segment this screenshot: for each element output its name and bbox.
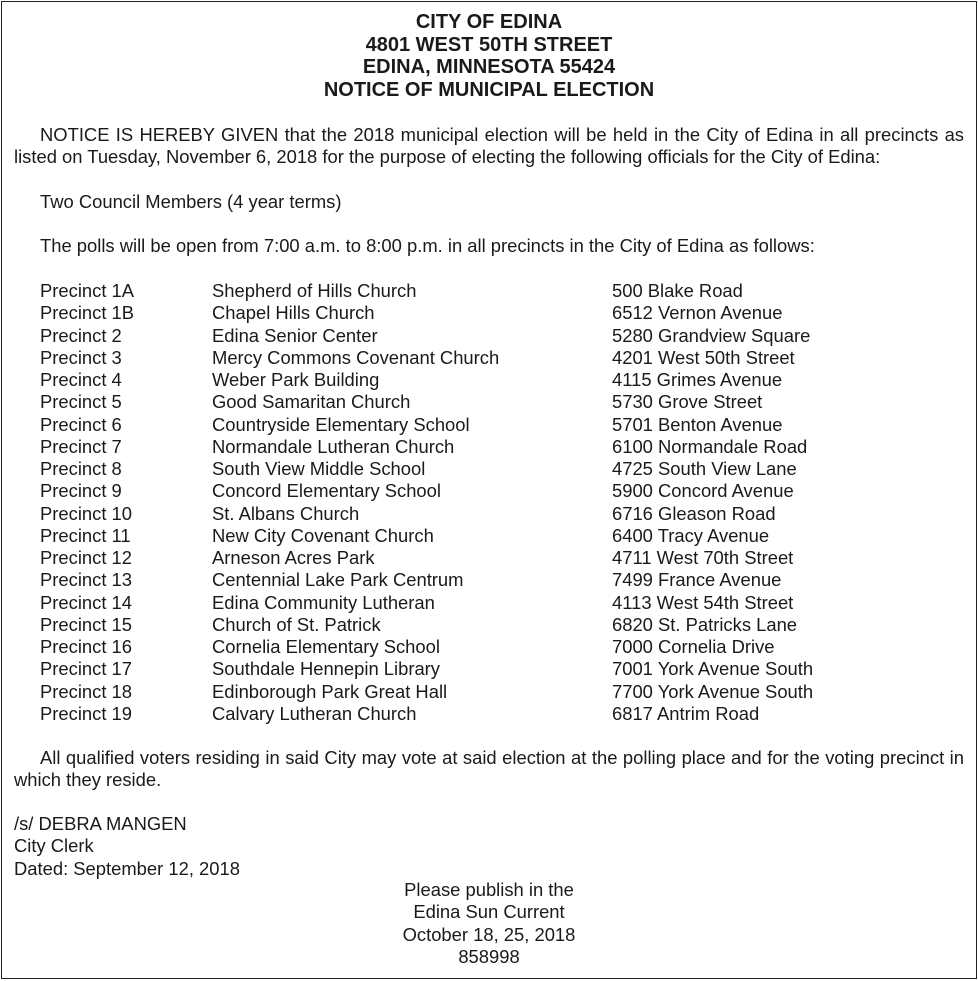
precinct-location: Southdale Hennepin Library bbox=[212, 658, 440, 680]
precinct-row bbox=[2, 414, 976, 436]
precinct-location: Mercy Commons Covenant Church bbox=[212, 346, 500, 368]
precinct-address: 7700 York Avenue South bbox=[612, 680, 814, 702]
intro-text: NOTICE IS HEREBY GIVEN that the 2018 municipal election will be held in the City of Edina in all precincts as listed on Tuesday, November 6, 2018 for the purpose of electing the following officials for the City of Edina: bbox=[14, 124, 964, 168]
precinct-address: 5900 Concord Avenue bbox=[612, 480, 794, 502]
precinct-address: 500 Blake Road bbox=[612, 280, 743, 301]
precinct-row bbox=[2, 636, 976, 658]
intro-paragraph bbox=[14, 124, 964, 169]
precinct-name: Precinct 14 bbox=[40, 591, 132, 613]
precinct-location: Weber Park Building bbox=[212, 369, 380, 390]
precinct-address: 5280 Grandview Square bbox=[612, 324, 811, 346]
header-city: CITY OF EDINA bbox=[415, 11, 563, 33]
publish-block bbox=[2, 879, 976, 968]
header-notice-title: NOTICE OF MUNICIPAL ELECTION bbox=[323, 78, 655, 101]
precinct-name: Precinct 10 bbox=[40, 502, 132, 524]
precinct-address: 5730 Grove Street bbox=[612, 391, 763, 413]
precinct-name: Precinct 16 bbox=[40, 636, 132, 657]
precinct-row bbox=[2, 325, 976, 347]
precinct-address: 4725 South View Lane bbox=[612, 458, 797, 479]
precinct-row bbox=[2, 703, 976, 725]
precinct-location: Edinborough Park Great Hall bbox=[212, 680, 448, 702]
precinct-row bbox=[2, 614, 976, 636]
precinct-location: New City Covenant Church bbox=[212, 524, 434, 546]
precinct-row bbox=[2, 391, 976, 413]
precinct-name: Precinct 11 bbox=[40, 524, 131, 546]
publish-id: 858998 bbox=[458, 945, 520, 967]
precinct-name: Precinct 1A bbox=[40, 280, 135, 301]
publish-dates: October 18, 25, 2018 bbox=[402, 923, 576, 945]
precinct-name: Precinct 8 bbox=[40, 458, 122, 479]
precinct-address: 4711 West 70th Street bbox=[612, 547, 794, 568]
precinct-name: Precinct 1B bbox=[40, 302, 135, 324]
precinct-address: 7001 York Avenue South bbox=[612, 658, 814, 680]
precinct-location: Church of St. Patrick bbox=[212, 613, 381, 635]
precinct-address: 6100 Normandale Road bbox=[612, 435, 808, 457]
precinct-row bbox=[2, 480, 976, 502]
precinct-row bbox=[2, 547, 976, 569]
precinct-name: Precinct 5 bbox=[40, 391, 122, 413]
precinct-row bbox=[2, 681, 976, 703]
precinct-name: Precinct 7 bbox=[40, 435, 122, 457]
publish-newspaper: Edina Sun Current bbox=[413, 901, 565, 923]
precinct-location: Good Samaritan Church bbox=[212, 391, 411, 413]
signature-title: City Clerk bbox=[14, 835, 94, 857]
precinct-row bbox=[2, 302, 976, 324]
precinct-location: Normandale Lutheran Church bbox=[212, 435, 455, 457]
precinct-location: South View Middle School bbox=[212, 458, 426, 479]
precinct-location: Edina Community Lutheran bbox=[212, 591, 435, 613]
precinct-name: Precinct 2 bbox=[40, 324, 122, 346]
header-street: 4801 WEST 50TH STREET bbox=[365, 33, 613, 56]
precinct-row bbox=[2, 503, 976, 525]
precinct-address: 6716 Gleason Road bbox=[612, 502, 776, 524]
precinct-name: Precinct 19 bbox=[40, 702, 132, 724]
header-city-state-zip: EDINA, MINNESOTA 55424 bbox=[362, 56, 616, 78]
precinct-table bbox=[2, 280, 976, 725]
precinct-address: 6820 St. Patricks Lane bbox=[612, 613, 798, 635]
precinct-address: 6400 Tracy Avenue bbox=[612, 524, 770, 546]
precinct-location: Edina Senior Center bbox=[212, 324, 378, 346]
signature-date: Dated: September 12, 2018 bbox=[14, 857, 240, 879]
precinct-location: Countryside Elementary School bbox=[212, 413, 470, 435]
precinct-address: 6512 Vernon Avenue bbox=[612, 302, 783, 324]
precinct-location: Calvary Lutheran Church bbox=[212, 702, 417, 724]
precinct-address: 4113 West 54th Street bbox=[612, 591, 794, 613]
precinct-row bbox=[2, 569, 976, 591]
precinct-name: Precinct 6 bbox=[40, 413, 122, 435]
precinct-address: 4115 Grimes Avenue bbox=[612, 369, 783, 390]
precinct-row bbox=[2, 525, 976, 547]
precinct-name: Precinct 4 bbox=[40, 369, 122, 390]
precinct-name: Precinct 15 bbox=[40, 613, 132, 635]
closing-paragraph bbox=[14, 747, 964, 792]
precinct-name: Precinct 3 bbox=[40, 346, 122, 368]
precinct-address: 6817 Antrim Road bbox=[612, 702, 760, 724]
precinct-name: Precinct 9 bbox=[40, 480, 122, 502]
signature-block bbox=[14, 813, 240, 880]
polls-line: The polls will be open from 7:00 a.m. to 8:00 p.m. in all precincts in the City of Edina as follows: bbox=[40, 235, 815, 256]
precinct-address: 7000 Cornelia Drive bbox=[612, 636, 775, 657]
legal-notice bbox=[1, 1, 977, 979]
precinct-address: 7499 France Avenue bbox=[612, 569, 782, 591]
precinct-location: Centennial Lake Park Centrum bbox=[212, 569, 464, 591]
precinct-row bbox=[2, 347, 976, 369]
precinct-location: Concord Elementary School bbox=[212, 480, 441, 502]
signature-name: /s/ DEBRA MANGEN bbox=[14, 813, 187, 834]
precinct-location: Arneson Acres Park bbox=[212, 547, 375, 568]
precinct-location: Cornelia Elementary School bbox=[212, 636, 440, 657]
precinct-location: Shepherd of Hills Church bbox=[212, 280, 417, 301]
precinct-row bbox=[2, 592, 976, 614]
precinct-name: Precinct 17 bbox=[40, 658, 132, 680]
precinct-address: 4201 West 50th Street bbox=[612, 346, 795, 368]
precinct-name: Precinct 13 bbox=[40, 569, 132, 591]
precinct-name: Precinct 18 bbox=[40, 680, 132, 702]
precinct-location: Chapel Hills Church bbox=[212, 302, 375, 324]
precinct-location: St. Albans Church bbox=[212, 502, 360, 524]
precinct-row bbox=[2, 436, 976, 458]
precinct-row bbox=[2, 458, 976, 480]
notice-header bbox=[2, 11, 976, 101]
closing-text: All qualified voters residing in said City may vote at said election at the polling place and for the voting precinct in which they reside. bbox=[14, 747, 964, 791]
precinct-row bbox=[2, 280, 976, 302]
publish-instruction: Please publish in the bbox=[404, 879, 574, 900]
precinct-row bbox=[2, 369, 976, 391]
precinct-name: Precinct 12 bbox=[40, 547, 132, 568]
precinct-address: 5701 Benton Avenue bbox=[612, 413, 783, 435]
precinct-row bbox=[2, 658, 976, 680]
offices-line: Two Council Members (4 year terms) bbox=[40, 191, 342, 212]
